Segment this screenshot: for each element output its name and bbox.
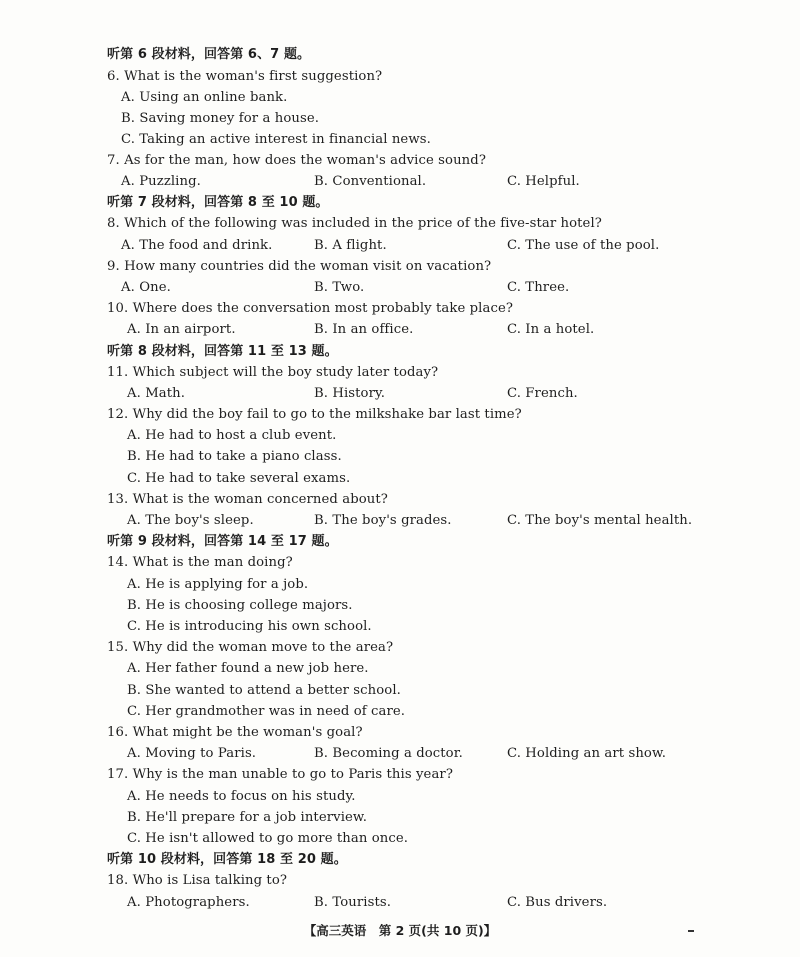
answer-option: B. A flight.: [314, 238, 387, 253]
section-heading: 听第 6 段材料，回答第 6、7 题。: [107, 47, 311, 62]
answer-option: A. Moving to Paris.: [127, 746, 257, 761]
answer-option: B. He is choosing college majors.: [127, 598, 353, 613]
answer-option: C. Holding an art show.: [507, 746, 667, 761]
answer-option: C. French.: [507, 386, 578, 401]
answer-option: B. Becoming a doctor.: [314, 746, 463, 761]
answer-option: B. The boy's grades.: [314, 513, 452, 528]
answer-option: A. One.: [121, 280, 171, 295]
answer-option: C. In a hotel.: [507, 322, 595, 337]
answer-option: B. In an office.: [314, 322, 414, 337]
question-stem: 10. Where does the conversation most probably take place?: [107, 301, 514, 316]
answer-option: C. He had to take several exams.: [127, 471, 351, 486]
answer-option: B. Tourists.: [314, 895, 392, 910]
answer-option: A. In an airport.: [127, 322, 236, 337]
answer-option: C. Her grandmother was in need of care.: [127, 704, 406, 719]
answer-option: C. The use of the pool.: [507, 238, 660, 253]
question-stem: 12. Why did the boy fail to go to the milkshake bar last time?: [107, 407, 522, 422]
answer-option: A. Photographers.: [127, 895, 250, 910]
answer-option: A. Math.: [127, 386, 186, 401]
answer-option: B. History.: [314, 386, 386, 401]
answer-option: A. The boy's sleep.: [127, 513, 254, 528]
answer-option: A. He needs to focus on his study.: [127, 789, 356, 804]
answer-option: C. He isn't allowed to go more than once.: [127, 831, 409, 846]
footer-dash-mark: [688, 930, 694, 932]
question-stem: 8. Which of the following was included in the price of the five-star hotel?: [107, 216, 602, 231]
answer-option: C. Bus drivers.: [507, 895, 608, 910]
answer-option: B. He had to take a piano class.: [127, 449, 342, 464]
answer-option: A. The food and drink.: [121, 238, 273, 253]
answer-option: A. Using an online bank.: [121, 90, 288, 105]
answer-option: A. He had to host a club event.: [127, 428, 337, 443]
answer-option: C. The boy's mental health.: [507, 513, 693, 528]
answer-option: C. Taking an active interest in financial news.: [121, 132, 431, 147]
answer-option: B. Saving money for a house.: [121, 111, 320, 126]
question-stem: 14. What is the man doing?: [107, 555, 293, 570]
answer-option: B. Two.: [314, 280, 365, 295]
section-heading: 听第 7 段材料，回答第 8 至 10 题。: [107, 195, 329, 210]
section-heading: 听第 10 段材料，回答第 18 至 20 题。: [107, 852, 347, 867]
answer-option: B. He'll prepare for a job interview.: [127, 810, 368, 825]
question-stem: 18. Who is Lisa talking to?: [107, 873, 288, 888]
answer-option: A. Her father found a new job here.: [127, 661, 369, 676]
answer-option: A. Puzzling.: [121, 174, 201, 189]
answer-option: C. He is introducing his own school.: [127, 619, 372, 634]
question-stem: 6. What is the woman's first suggestion?: [107, 69, 383, 84]
answer-option: B. Conventional.: [314, 174, 427, 189]
section-heading: 听第 8 段材料，回答第 11 至 13 题。: [107, 344, 338, 359]
question-stem: 7. As for the man, how does the woman's advice sound?: [107, 153, 486, 168]
question-stem: 15. Why did the woman move to the area?: [107, 640, 394, 655]
question-stem: 9. How many countries did the woman visit on vacation?: [107, 259, 492, 274]
answer-option: C. Helpful.: [507, 174, 580, 189]
question-stem: 13. What is the woman concerned about?: [107, 492, 388, 507]
section-heading: 听第 9 段材料，回答第 14 至 17 题。: [107, 534, 338, 549]
question-stem: 17. Why is the man unable to go to Paris this year?: [107, 767, 453, 782]
answer-option: C. Three.: [507, 280, 570, 295]
answer-option: A. He is applying for a job.: [127, 577, 309, 592]
answer-option: B. She wanted to attend a better school.: [127, 683, 401, 698]
question-stem: 11. Which subject will the boy study later today?: [107, 365, 439, 380]
question-stem: 16. What might be the woman's goal?: [107, 725, 363, 740]
page-footer: 【高三英语 第 2 页(共 10 页)】: [303, 923, 497, 938]
